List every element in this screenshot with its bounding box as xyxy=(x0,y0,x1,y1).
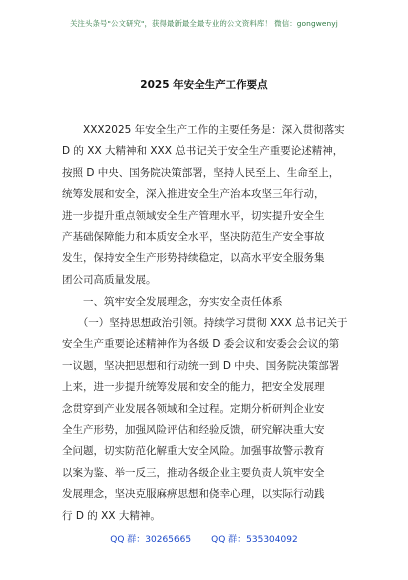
paragraph-line: （一）坚持思想政治引领。持续学习贯彻 XXX 总书记关于 xyxy=(62,317,348,329)
section-heading-text: 一、筑牢安全发展理念，夯实安全责任体系 xyxy=(62,296,283,308)
paragraph-section1 xyxy=(62,313,350,527)
paragraph-line: 安全生产重要论述精神作为各级 D 委会议和安委会会议的第 xyxy=(62,338,340,351)
paragraph-line: 上来，进一步提升统筹发展和安全的能力，把安全发展理 xyxy=(62,381,325,394)
paragraph-line: XXX2025 年安全生产工作的主要任务是：深入贯彻落实 xyxy=(62,124,345,136)
paragraph-line: 进一步提升重点领域安全生产管理水平，切实提升安全生 xyxy=(62,209,325,222)
page-title: 2025 年安全生产工作要点 xyxy=(140,79,268,91)
paragraph-line: 全生产形势，加强风险评估和经验反馈，研究解决重大安 xyxy=(62,423,325,436)
paragraph-line: 全问题，切实防范化解重大安全风险。加强事故警示教育 xyxy=(62,445,325,458)
header-banner: 关注头条号"公文研究"，获得最新最全最专业的公文资料库！ 微信：gongwenyj xyxy=(70,19,338,28)
qq-group-1: QQ 群：30265665 xyxy=(110,535,192,545)
paragraph-line: 行 D 的 XX 大精神。 xyxy=(62,509,161,522)
paragraph-line: 发生，保持安全生产形势持续稳定，以高水平安全服务集 xyxy=(62,252,325,265)
paragraph-intro xyxy=(62,120,350,291)
section-heading xyxy=(62,292,350,313)
paragraph-line: 统筹发展和安全，深入推进安全生产治本攻坚三年行动， xyxy=(62,188,325,201)
paragraph-line: 产基础保障能力和本质安全水平，坚决防范生产安全事故 xyxy=(62,230,325,243)
paragraph-line: D 的 XX 大精神和 XXX 总书记关于安全生产重要论述精神， xyxy=(62,145,344,158)
paragraph-line: 团公司高质量发展。 xyxy=(62,273,157,286)
paragraph-line: 按照 D 中央、国务院决策部署，坚持人民至上、生命至上， xyxy=(62,166,340,179)
paragraph-line: 以案为鉴、举一反三，推动各级企业主要负责人筑牢安全 xyxy=(62,466,325,479)
qq-group-2: QQ 群：535304092 xyxy=(211,535,298,545)
paragraph-line: 一议题，坚决把思想和行动统一到 D 中央、国务院决策部署 xyxy=(62,359,340,372)
paragraph-line: 发展理念，坚决克服麻痹思想和侥幸心理，以实际行动践 xyxy=(62,488,325,501)
footer-contact xyxy=(0,532,408,545)
paragraph-line: 念贯穿到产业发展各领域和全过程。定期分析研判企业安 xyxy=(62,402,325,415)
